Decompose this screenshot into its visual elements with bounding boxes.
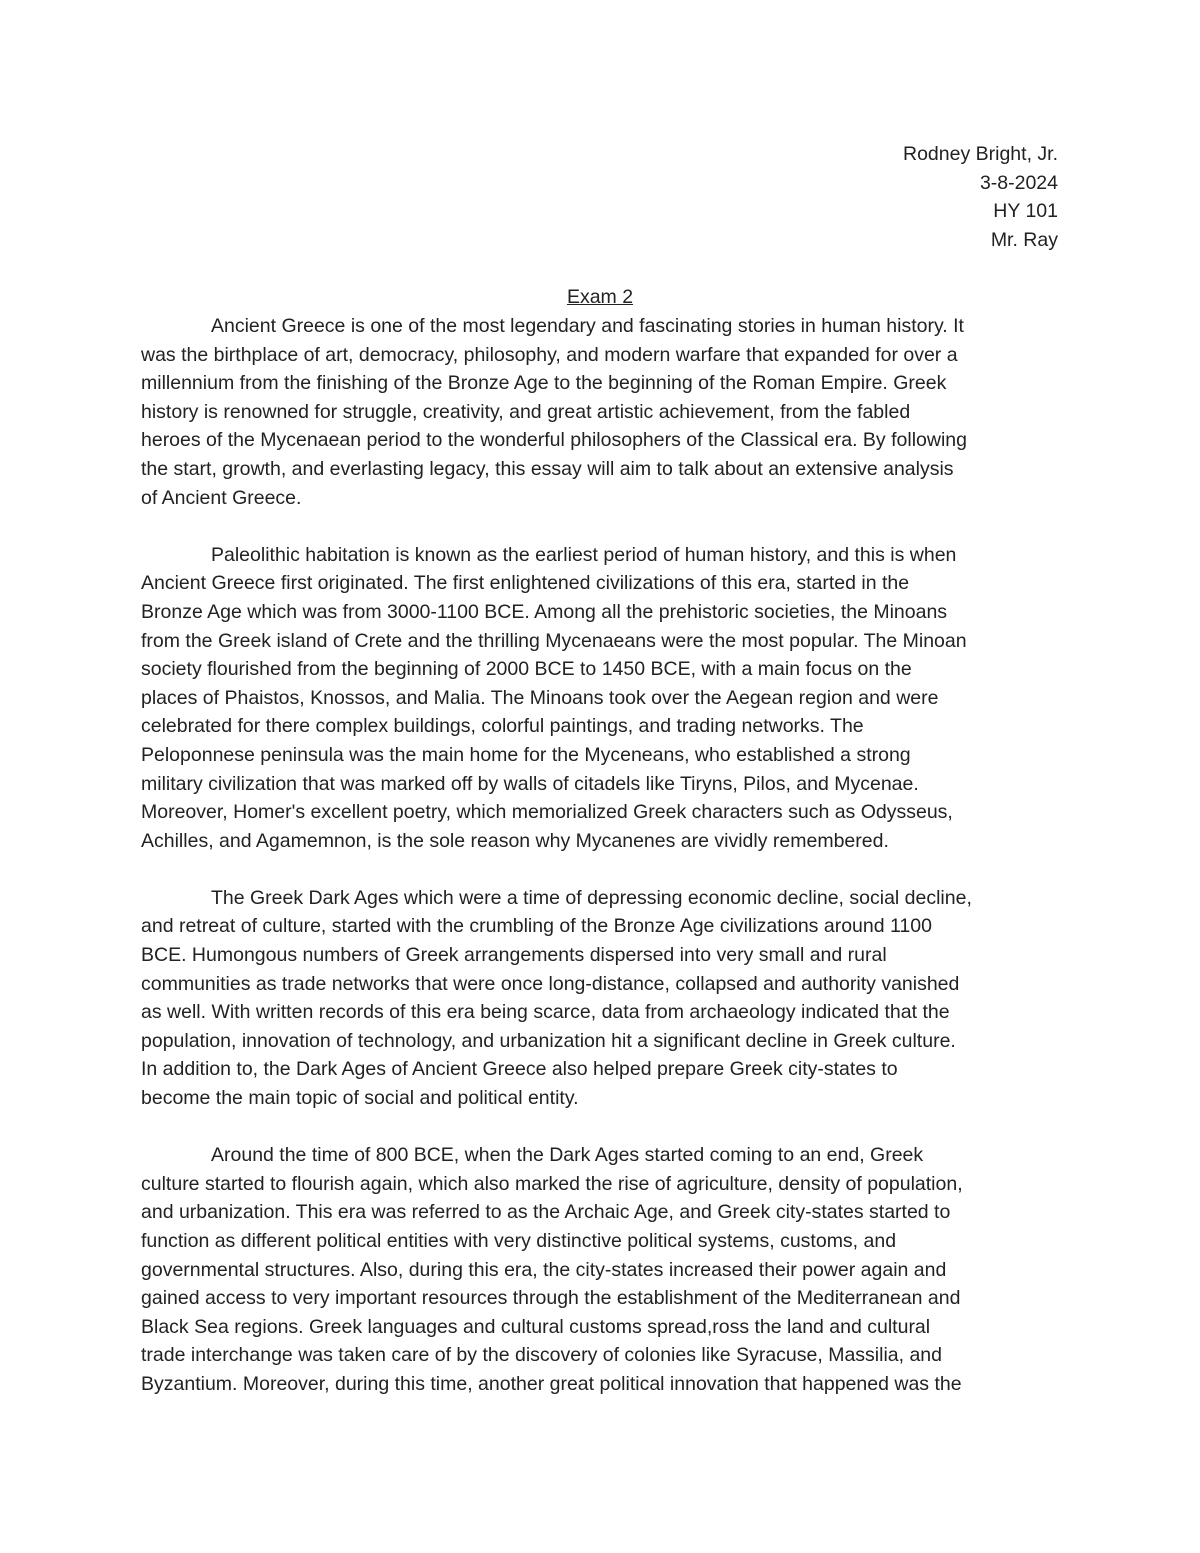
paragraph-line: celebrated for there complex buildings, colorful paintings, and trading networks. The [141, 715, 864, 738]
paragraph-line: Black Sea regions. Greek languages and cultural customs spread,ross the land and cultural [141, 1315, 931, 1338]
paragraph-line: Bronze Age which was from 3000-1100 BCE. Among all the prehistoric societies, the Minoans [141, 600, 948, 623]
paragraph-line: Around the time of 800 BCE, when the Dark Ages started coming to an end, Greek [211, 1144, 924, 1167]
paragraph-line: culture started to flourish again, which also marked the rise of agriculture, density of population, [141, 1172, 963, 1195]
essay-body [141, 312, 1059, 1399]
paragraph-line: and retreat of culture, started with the crumbling of the Bronze Age civilizations around 1100 [141, 915, 932, 938]
paragraph-line: Ancient Greece first originated. The first enlightened civilizations of this era, started in the [141, 572, 910, 595]
paragraph-line: military civilization that was marked off by walls of citadels like Tiryns, Pilos, and Mycenae. [141, 772, 919, 795]
paragraph-line: Peloponnese peninsula was the main home for the Myceneans, who established a strong [141, 743, 911, 766]
paragraph-line: In addition to, the Dark Ages of Ancient Greece also helped prepare Greek city-states to [141, 1058, 898, 1081]
author-name: Rodney Bright, Jr. [903, 143, 1058, 165]
paragraph-line: gained access to very important resources through the establishment of the Mediterranean and [141, 1287, 961, 1310]
paragraph-line: was the birthplace of art, democracy, philosophy, and modern warfare that expanded for over a [141, 343, 958, 366]
paragraph-line: society flourished from the beginning of 2000 BCE to 1450 BCE, with a main focus on the [141, 658, 912, 681]
paragraph-line: heroes of the Mycenaean period to the wonderful philosophers of the Classical era. By following [141, 429, 967, 452]
paragraph-line: Moreover, Homer's excellent poetry, which memorialized Greek characters such as Odysseus, [141, 801, 953, 824]
paragraph-line: as well. With written records of this era being scarce, data from archaeology indicated that the [141, 1001, 950, 1024]
paragraph-line: function as different political entities with very distinctive political systems, customs, and [141, 1230, 897, 1252]
date: 3-8-2024 [979, 171, 1058, 194]
paragraph-line: communities as trade networks that were once long-distance, collapsed and authority vanished [141, 972, 960, 995]
paragraph-line: BCE. Humongous numbers of Greek arrangements dispersed into very small and rural [141, 944, 887, 967]
paragraph-line: millennium from the finishing of the Bronze Age to the beginning of the Roman Empire. Greek [141, 372, 947, 395]
paragraph-line: trade interchange was taken care of by the discovery of colonies like Syracuse, Massilia, and [141, 1344, 942, 1367]
paragraph-archaic-age [141, 1141, 1059, 1398]
paragraph-line: The Greek Dark Ages which were a time of depressing economic decline, social decline, [211, 886, 972, 909]
paragraph-dark-ages [141, 884, 1059, 1113]
paragraph-line: become the main topic of social and political entity. [141, 1087, 579, 1110]
author-header [903, 140, 1058, 254]
paragraph-line: governmental structures. Also, during this era, the city-states increased their power again and [141, 1258, 947, 1281]
paragraph-line: Ancient Greece is one of the most legendary and fascinating stories in human history. It [211, 315, 964, 337]
document-title: Exam 2 [566, 286, 634, 308]
paragraph-line: Achilles, and Agamemnon, is the sole reason why Mycanenes are vividly remembered. [141, 829, 889, 852]
paragraph-line: Paleolithic habitation is known as the earliest period of human history, and this is when [211, 543, 957, 566]
paragraph-line: places of Phaistos, Knossos, and Malia. The Minoans took over the Aegean region and were [141, 686, 939, 709]
paragraph-bronze-age [141, 541, 1059, 856]
paragraph-line: and urbanization. This era was referred to as the Archaic Age, and Greek city-states started to [141, 1201, 951, 1224]
course-code: HY 101 [993, 200, 1058, 223]
paragraph-line: population, innovation of technology, and urbanization hit a significant decline in Greek culture. [141, 1029, 956, 1052]
paragraph-line: from the Greek island of Crete and the thrilling Mycenaeans were the most popular. The Minoan [141, 629, 967, 652]
paragraph-intro [141, 312, 1059, 512]
paragraph-line: the start, growth, and everlasting legacy, this essay will aim to talk about an extensive analysis [141, 457, 954, 480]
paragraph-line: history is renowned for struggle, creativity, and great artistic achievement, from the fabled [141, 400, 911, 423]
instructor-name: Mr. Ray [990, 228, 1058, 251]
paragraph-line: Byzantium. Moreover, during this time, another great political innovation that happened was the [141, 1372, 962, 1395]
paragraph-line: of Ancient Greece. [141, 486, 302, 509]
